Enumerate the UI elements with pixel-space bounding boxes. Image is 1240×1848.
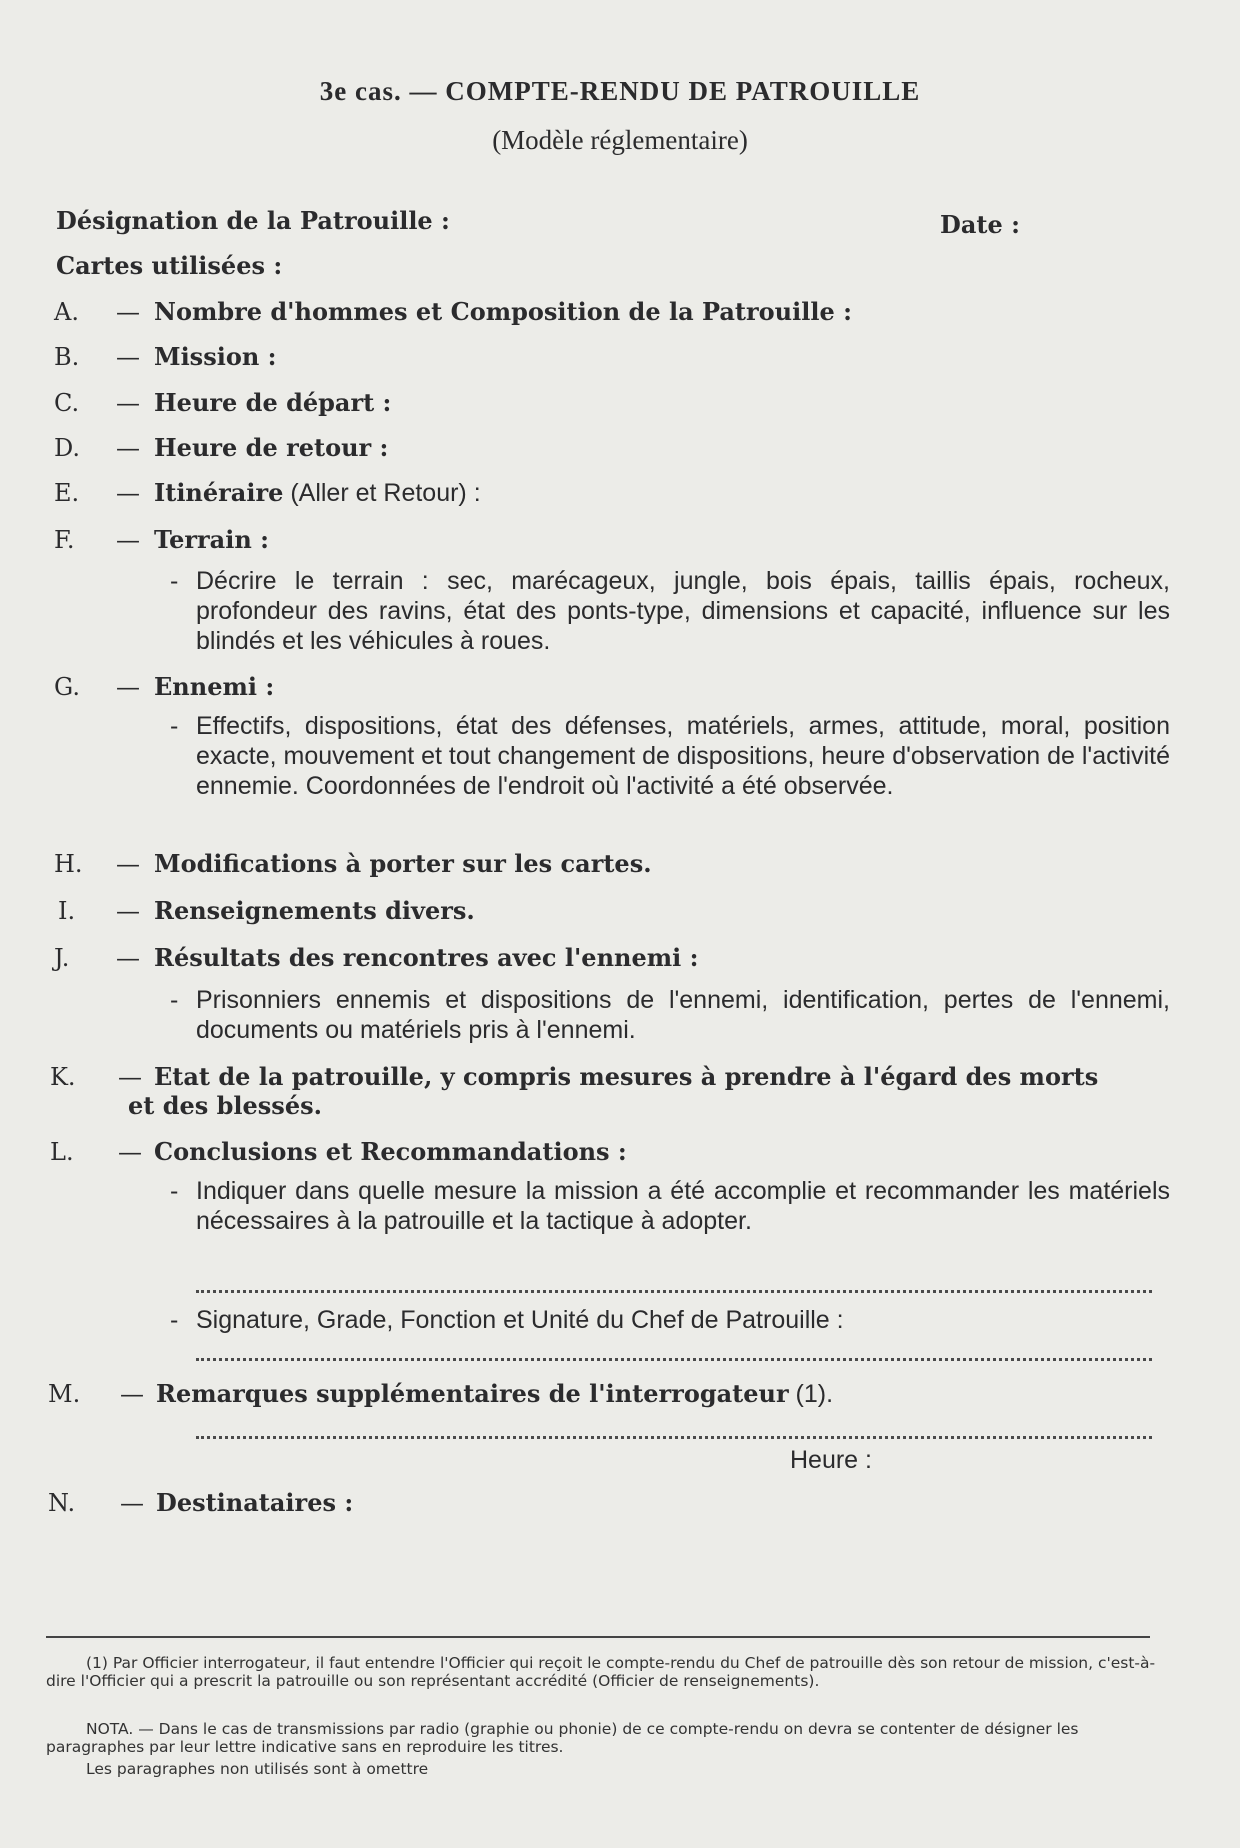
section-c [54, 388, 391, 417]
section-dash: — [120, 1489, 144, 1517]
section-dash: — [120, 1380, 144, 1408]
section-letter: F. [54, 526, 75, 554]
section-label: Mission : [154, 342, 277, 371]
section-k [50, 1062, 1098, 1091]
section-letter: L. [50, 1138, 74, 1166]
section-label: Itinéraire [154, 478, 284, 507]
section-h [54, 849, 652, 878]
section-dash: — [118, 1138, 142, 1166]
section-letter: C. [54, 389, 80, 417]
footnote-1 [46, 1654, 1156, 1690]
section-dash: — [116, 434, 140, 462]
section-dash: — [116, 479, 140, 507]
section-label: Nombre d'hommes et Composition de la Patrouille : [154, 297, 852, 326]
section-label: Conclusions et Recommandations : [154, 1137, 627, 1166]
detail-text: Prisonniers ennemis et dispositions de l'ennemi, identification, pertes de l'ennemi, documents ou matériels pris à l'ennemi. [196, 986, 1170, 1044]
bullet: - [170, 986, 179, 1014]
section-suffix: (Aller et Retour) : [283, 479, 481, 507]
dotted-line [196, 1358, 1152, 1361]
footnote-rule [46, 1636, 1150, 1638]
section-dash: — [116, 343, 140, 371]
section-dash: — [118, 1063, 142, 1091]
section-dash: — [116, 526, 140, 554]
detail-text: Décrire le terrain : sec, marécageux, jungle, bois épais, taillis épais, rocheux, profondeur des ravins, état des ponts-type, dimensions et capacité, influence sur les blindés et les véhicules à roues. [196, 567, 1170, 655]
bullet: - [170, 567, 179, 595]
section-label: Heure de départ : [154, 388, 392, 417]
section-dash: — [116, 389, 140, 417]
page-subtitle: (Modèle réglementaire) [492, 125, 748, 155]
dotted-line [196, 1290, 1152, 1293]
section-dash: — [116, 944, 140, 972]
detail-text: Effectifs, dispositions, état des défenses, matériels, armes, attitude, moral, position exacte, mouvement et tout changement de dispositions, heure d'observation de l'activité ennemie. Coordonnées de l'endroit où l'activité a été observée. [196, 712, 1171, 800]
section-label: Renseignements divers. [154, 896, 475, 925]
section-suffix: (1). [788, 1380, 834, 1408]
bullet: - [170, 1306, 179, 1334]
section-letter: A. [54, 298, 79, 326]
section-label: Heure de retour : [154, 433, 389, 462]
signature-line [170, 1305, 1170, 1335]
section-l [50, 1137, 627, 1166]
bullet: - [170, 1177, 179, 1205]
footnote-nota [46, 1720, 1156, 1756]
footnote-text: Les paragraphes non utilisés sont à omettre [86, 1760, 429, 1778]
cartes-label: Cartes utilisées : [56, 251, 283, 280]
section-g [54, 672, 274, 701]
section-j [54, 943, 698, 972]
section-label: Ennemi : [154, 672, 275, 701]
section-letter: H. [54, 850, 83, 878]
date-label: Date : [940, 210, 1020, 239]
section-j-detail [170, 985, 1170, 1045]
section-i [58, 896, 475, 925]
section-letter: K. [50, 1063, 76, 1091]
section-f [54, 525, 269, 554]
footnote-omit [46, 1760, 1156, 1778]
section-letter: E. [54, 479, 80, 507]
section-letter: B. [54, 343, 80, 371]
section-label: Résultats des rencontres avec l'ennemi : [154, 943, 699, 972]
section-g-detail [170, 711, 1170, 801]
section-dash: — [116, 298, 140, 326]
section-letter: N. [48, 1489, 76, 1517]
section-dash: — [116, 673, 140, 701]
dotted-line [196, 1436, 1152, 1439]
section-b [54, 342, 277, 371]
section-dash: — [116, 850, 140, 878]
section-a [54, 297, 852, 326]
section-label: Etat de la patrouille, y compris mesures à prendre à l'égard des morts [154, 1062, 1099, 1091]
section-e [54, 478, 481, 508]
section-label: Modifications à porter sur les cartes. [154, 849, 652, 878]
section-m [48, 1379, 833, 1409]
section-d [54, 433, 388, 462]
signature-label: Signature, Grade, Fonction et Unité du Chef de Patrouille : [196, 1306, 844, 1334]
section-letter: G. [54, 673, 80, 701]
footnote-text: (1) Par Officier interrogateur, il faut entendre l'Officier qui reçoit le compte-rendu du Chef de patrouille dès son retour de mission, c'est-à-dire l'Officier qui a prescrit la patrouille ou son représentant accrédité (Officier de renseignements). [46, 1654, 1156, 1690]
section-n [48, 1488, 353, 1517]
section-letter: J. [54, 944, 70, 972]
section-l-detail [170, 1176, 1170, 1236]
section-letter: M. [48, 1380, 81, 1408]
bullet: - [170, 712, 179, 740]
section-dash: — [116, 897, 140, 925]
heure-label: Heure : [790, 1446, 872, 1474]
section-k-continued: et des blessés. [128, 1091, 322, 1120]
footnote-text: NOTA. — Dans le cas de transmissions par radio (graphie ou phonie) de ce compte-rendu on devra se contenter de désigner les paragraphes par leur lettre indicative sans en reproduire les titres. [46, 1720, 1079, 1756]
section-f-detail [170, 566, 1170, 656]
section-label: Remarques supplémentaires de l'interrogateur [156, 1379, 789, 1408]
section-letter: D. [54, 434, 81, 462]
designation-label: Désignation de la Patrouille : [56, 206, 450, 235]
detail-text: Indiquer dans quelle mesure la mission a été accomplie et recommander les matériels nécessaires à la patrouille et la tactique à adopter. [196, 1177, 1170, 1235]
page-title: 3e cas. — COMPTE-RENDU DE PATROUILLE [319, 76, 921, 106]
section-letter: I. [58, 897, 76, 925]
section-label: Destinataires : [156, 1488, 354, 1517]
section-label: Terrain : [154, 525, 269, 554]
